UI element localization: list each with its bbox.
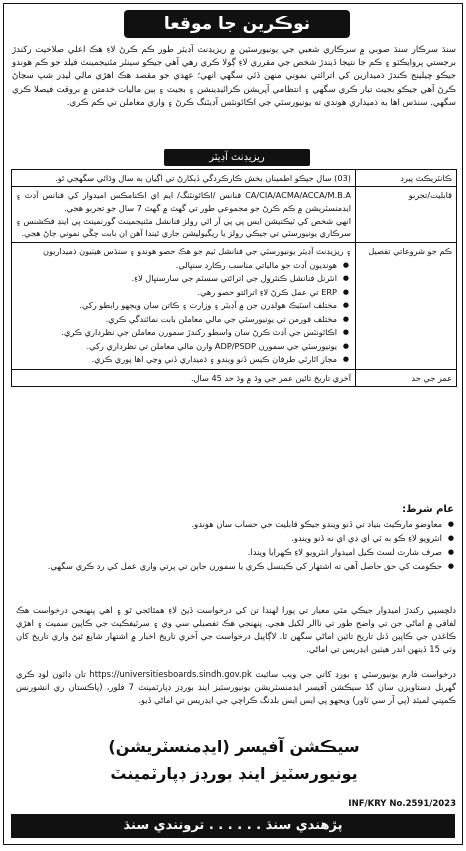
duties-lead: ۽ ريزيڊنٽ آڊيٽر يونيورسٽي جي فنانشل ٽيم جو هڪ حصو هوندو ۽ سنڌس هيٺيون ذميداريون (42, 246, 351, 257)
table-row (12, 243, 457, 369)
general-terms-list (18, 518, 456, 574)
qualification-degrees: CA/CIA/ACMA/ACCA/M.B.A فنانس /اڪائونٽنگ/ ايم اي اڪنامڪس اميدوار کي فنانس آڊٽ ۽ ايڊمنسٽريشن ۾ ڪم ڪرڻ جو مجموعي طور تي گهٽ ۾ گهٽ 7 سال جو تجربو هجي. (16, 190, 351, 213)
contract-period-value: (03) سال جيڪو اطمينان بخش ڪارڪردگي ڏيکارڻ تي اڳيان به سال وڌائي سگهجي ٿو. (12, 170, 356, 187)
reference-number: INF/KRY No.2591/2023 (348, 799, 456, 809)
list-item: ● مختلف اسٽيڪ هولڊرن جن ۾ آڊيٽر ۽ وزارت ۽ ڪاتن سان ويجهو رابطو رکي. (16, 299, 337, 311)
qualification-knowledge: انهي شخص کي ٽيڪنيشن ايس پي پي آر ائي رولز فنانشل مئنيجمينٽ گورنمينٽ پي اينڊ فڪشنس ۽ سرڪاري يونيورسٽي تي جيڪي رولز يا ريگيوليشن جاري ٿيندا آهن ان بابت چڱي نموني ڄاڻ هجي. (16, 215, 351, 239)
duties-list (16, 259, 351, 366)
list-item: ● ERP تي عمل ڪرڻ لاءِ اترائتو حصو رهي. (16, 286, 337, 298)
duties-value (12, 243, 356, 369)
list-item: ● يونيورسٽي جي سمورن ADP/PSDP وارن مالي معاملن تي نظرداري رکي. (16, 340, 337, 352)
list-item: ● حڪومت کي حق حاصل آهي ته اشتهار کي ڪينسل ڪري يا سمورن جابن تي پرتي واري عمل کي رد ڪري سگهي. (18, 560, 442, 573)
advertisement-page (3, 3, 463, 845)
list-item: ● صرف شارٽ لسٽ ڪيل اميدوار انٽرويو لاءِ ڪهرايا ويندا. (18, 546, 442, 559)
list-item: ● اڪائونٽس جي آڊٽ ڪرڻ سان واسطو رکندڙ سمورن معاملن جي نظرداري ڪري. (16, 326, 337, 338)
contract-period-label: ڪانٽريڪٽ پيرڊ (356, 170, 457, 187)
ad-banner-title: نوڪرين جا موقعا (124, 10, 350, 38)
list-item: ● مجاز اٿارٽي طرفان ڪيس ڏنو ويندو ۽ ذميداري ڏني وڃي اها پوري ڪري. (16, 353, 337, 365)
qualification-value (12, 187, 356, 243)
signatory-department: يونيورسٽيز اينڊ بورڊز ڊپارٽمينٽ (110, 764, 358, 783)
list-item: ● مختلف فورمن تي يونيورسٽي جي مالي معاملن بابت نمائندگي ڪري. (16, 313, 337, 325)
table-row (12, 369, 457, 386)
table-row (12, 187, 457, 243)
age-limit-label: عمر جي حد (356, 369, 457, 386)
general-terms-title: عام شرط: (402, 504, 454, 515)
application-form-info: درخواست فارم يونيورسٽي ۽ بورڊ کاتي جي ويب سائيٽ https://universitiesboards.sindh.gov.pk تان ڊائون لوڊ ڪري گهربل دستاويزن سان گڏ سيڪشن آفيسر ايڊمنسٽريشن يونيورسٽيز اينڊ بورڊز ڊپارٽمينٽ 7 فلور، (پاڪستان ري انشورنس ڪمپني لميٽڊ (پي آر سي ٽاور) ويجهو پي ايس ايس بلڊنگ ڪراچي جي ايڊريس تي اماڻي ڏيو. (16, 669, 456, 705)
table-row (12, 170, 457, 187)
duties-label: ڪم جو شروعاتي تفصيل (356, 243, 457, 369)
footer-slogan: پڙهندي سنڌ . . . . . . ترونندي سنڌ (11, 814, 455, 838)
intro-paragraph: سنڌ سرڪار سنڌ صوبي ۾ سرڪاري شعبي جي يونيورسٽين ۾ ريزيڊنٽ آڊيٽر طور ڪم ڪرڻ لاءِ هڪ اعلي صلاحيت رکندڙ برجستي پروايڪٽو ۽ ڪم جا نتيجا ڏيندڙ شخص جي مقرري لاءِ ڳولا ڪري رهي آهي جيڪو سينئر مئنيجمينٽ فيلڊ جو ڪم هوندو جيڪو چيلينج ڪندڙ ذميدارين کي اترائتي نموني منهن ڏئي سگهي انهي؛ عهدي جو مقصد هڪ اهڙي مالي ليڊر شپ سڃاڻ ڪرڻ آهي جيڪو بجيٽ تيار ڪري سگهي ۽ انتظامي آپريشن ڪرائيڊينشن ۽ بجيٽ ۽ ٻين ماليات خدمتن ۾ بروقت فيصلا ڪري سگهي. سنڌس اها به ذميداري هوندي ته يونيورسٽي جي اڪائونٽس آڊيٽنگ ڪرڻ ۽ واري معاملن تي ڪم ڪري. (12, 45, 456, 108)
position-title: ريزيڊنٽ آڊيٽر (164, 149, 310, 166)
list-item: ● انٽرويو لاءِ ڪو به ٽي اي ڊي اي نه ڏنو ويندو. (18, 532, 442, 545)
age-limit-value: آخري تاريخ تائين عمر جي وڌ ۾ وڌ حد 45 سال. (12, 369, 356, 386)
qualification-label: قابليت/تجربو (356, 187, 457, 243)
application-instructions: دلچسپي رکندڙ اميدوار جيڪي مٿي معيار تي پورا لهندا تن کي درخواست ڏيڻ لاءِ همٿائجي ٿو ۽ اهي پنهنجي درخواست هڪ لفافي ۾ اماڻي جن تي واضح طور تي ناالر لکيل هجي. پنهنجي هڪ تفصيلي سي وي ۽ سرٽيفڪيٽ جي ڪاپين سميت ۽ اهڙي ڪاغذن جي ڪاپين ڏنل تاريخ تائين اماڻي سگهن ٿا. لاڳاپيل درخواست جي آخري تاريخ اخبار ۾ اشتهار شايع ٿيڻ واري تاريخ کان وٺي 15 ڏينهن اندر هيٺين ايڊريس تي اماڻي. (16, 605, 456, 654)
position-details-table (11, 169, 457, 387)
list-item: ● انٽرنل فنانشل ڪنٽرول جي اترائتي سسٽم جي سارسنڀال لاءِ. (16, 272, 337, 284)
signatory-title: سيڪشن آفيسر (ايڊمنسٽريشن) (108, 737, 360, 756)
list-item: ● معاوضو مارڪيٽ بنياد تي ڏنو ويندو جيڪو قابليت جي حساب سان هوندو. (18, 518, 442, 531)
list-item: ● هونديون آڊٽ جو مالياتي مناسب رڪارڊ سنڀالي. (16, 259, 337, 271)
